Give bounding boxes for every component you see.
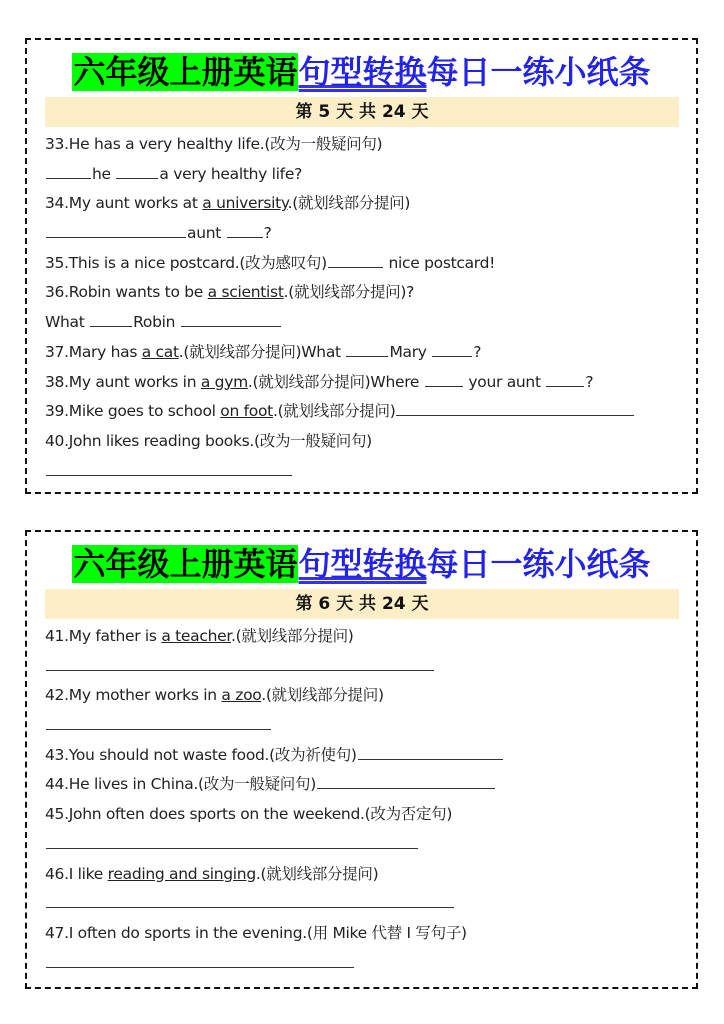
line-text: aunt bbox=[187, 224, 226, 243]
exercise-line bbox=[45, 919, 686, 949]
line-text: 35.This is a nice postcard.(改为感叹句) bbox=[45, 253, 327, 272]
exercise-line bbox=[45, 427, 686, 457]
exercise-line bbox=[45, 711, 686, 741]
line-text: .(就划线部分提问) bbox=[255, 864, 379, 883]
line-text: 45.John often does sports on the weekend.(改为否定句) bbox=[45, 805, 453, 824]
line-text: ? bbox=[473, 342, 482, 361]
line-text: 43.You should not waste food.(改为祈使句) bbox=[45, 745, 357, 764]
answer-blank[interactable] bbox=[317, 771, 495, 789]
exercise-line bbox=[45, 457, 686, 487]
answer-blank[interactable] bbox=[46, 712, 271, 730]
exercise-line bbox=[45, 338, 686, 368]
exercise-line bbox=[45, 949, 686, 979]
line-text: ? bbox=[263, 224, 272, 243]
exercise-line bbox=[45, 830, 686, 860]
exercise-line bbox=[45, 397, 686, 427]
title-rest: 每日一练小纸条 bbox=[426, 53, 651, 91]
underlined-phrase: reading and singing bbox=[107, 864, 256, 883]
answer-blank[interactable] bbox=[432, 339, 472, 357]
exercise-line bbox=[45, 860, 686, 890]
line-text: 46.I like bbox=[45, 864, 108, 883]
line-text: 41.My father is bbox=[45, 627, 162, 645]
exercise-line bbox=[45, 889, 686, 919]
underlined-phrase: a cat bbox=[141, 342, 179, 361]
exercise-line bbox=[45, 741, 686, 771]
answer-blank[interactable] bbox=[425, 369, 463, 387]
line-text: .(就划线部分提问)Where bbox=[247, 372, 424, 391]
exercise-line bbox=[45, 368, 686, 398]
answer-blank[interactable] bbox=[46, 890, 454, 908]
answer-blank[interactable] bbox=[46, 653, 434, 671]
answer-blank[interactable] bbox=[46, 831, 418, 849]
day-banner: 第 6 天 共 24 天 bbox=[45, 589, 679, 619]
underlined-phrase: on foot bbox=[220, 402, 273, 421]
answer-blank[interactable] bbox=[358, 742, 503, 760]
line-text: .(就划线部分提问) bbox=[261, 686, 384, 705]
underlined-phrase: a university bbox=[202, 194, 288, 213]
line-text: .(就划线部分提问) bbox=[272, 402, 396, 421]
line-text: a very healthy life? bbox=[159, 164, 302, 183]
day-banner: 第 5 天 共 24 天 bbox=[45, 97, 679, 127]
card-title bbox=[27, 542, 696, 586]
line-text: ? bbox=[585, 372, 594, 391]
exercise-line bbox=[45, 652, 686, 682]
line-text: 37.Mary has bbox=[45, 342, 142, 361]
line-text: 36.Robin wants to be bbox=[45, 283, 208, 302]
title-underlined: 句型转换 bbox=[298, 53, 427, 91]
exercise-line bbox=[45, 681, 686, 711]
exercise-line bbox=[45, 622, 686, 652]
line-text: 34.My aunt works at bbox=[45, 194, 203, 213]
line-text: .(就划线部分提问)What bbox=[178, 342, 346, 361]
underlined-phrase: a gym bbox=[200, 372, 248, 391]
exercise-line bbox=[45, 249, 686, 279]
exercise-line bbox=[45, 160, 686, 190]
title-underlined: 句型转换 bbox=[298, 545, 427, 583]
line-text: What bbox=[45, 313, 90, 332]
title-highlight: 六年级上册英语 bbox=[73, 545, 298, 583]
line-text: .(就划线部分提问) bbox=[287, 194, 411, 213]
answer-blank[interactable] bbox=[396, 398, 634, 416]
worksheet-card-day6 bbox=[25, 530, 698, 989]
answer-blank[interactable] bbox=[46, 458, 292, 476]
answer-blank[interactable] bbox=[116, 161, 158, 179]
line-text: 44.He lives in China.(改为一般疑问句) bbox=[45, 775, 316, 794]
exercise-line bbox=[45, 770, 686, 800]
answer-blank[interactable] bbox=[181, 309, 281, 327]
line-text: Robin bbox=[133, 313, 180, 332]
underlined-phrase: a zoo bbox=[221, 686, 262, 705]
title-rest: 每日一练小纸条 bbox=[426, 545, 651, 583]
line-text: nice postcard! bbox=[383, 253, 496, 272]
line-text: Mary bbox=[389, 342, 432, 361]
answer-blank[interactable] bbox=[46, 220, 186, 238]
exercise-line bbox=[45, 189, 686, 219]
answer-blank[interactable] bbox=[46, 950, 354, 968]
exercise-list bbox=[45, 130, 686, 486]
exercise-line bbox=[45, 130, 686, 160]
card-title bbox=[27, 50, 696, 94]
line-text: .(就划线部分提问) bbox=[231, 627, 354, 645]
answer-blank[interactable] bbox=[227, 220, 263, 238]
exercise-line bbox=[45, 278, 686, 308]
title-highlight: 六年级上册英语 bbox=[73, 53, 298, 91]
answer-blank[interactable] bbox=[46, 161, 91, 179]
exercise-line bbox=[45, 308, 686, 338]
answer-blank[interactable] bbox=[546, 369, 584, 387]
answer-blank[interactable] bbox=[90, 309, 132, 327]
answer-blank[interactable] bbox=[346, 339, 388, 357]
underlined-phrase: a scientist bbox=[207, 283, 284, 302]
line-text: 39.Mike goes to school bbox=[45, 402, 221, 421]
exercise-list bbox=[45, 622, 686, 978]
line-text: 40.John likes reading books.(改为一般疑问句) bbox=[45, 431, 372, 450]
line-text: your aunt bbox=[463, 372, 546, 391]
line-text: 42.My mother works in bbox=[45, 686, 222, 705]
worksheet-card-day5 bbox=[25, 38, 698, 494]
exercise-line bbox=[45, 800, 686, 830]
answer-blank[interactable] bbox=[328, 250, 383, 268]
line-text: 38.My aunt works in bbox=[45, 372, 201, 391]
line-text: 47.I often do sports in the evening.(用 Mike 代替 I 写句子) bbox=[45, 923, 467, 942]
underlined-phrase: a teacher bbox=[161, 627, 231, 645]
line-text: 33.He has a very healthy life.(改为一般疑问句) bbox=[45, 135, 383, 153]
line-text: he bbox=[92, 164, 116, 183]
exercise-line bbox=[45, 219, 686, 249]
line-text: .(就划线部分提问)? bbox=[283, 283, 415, 302]
